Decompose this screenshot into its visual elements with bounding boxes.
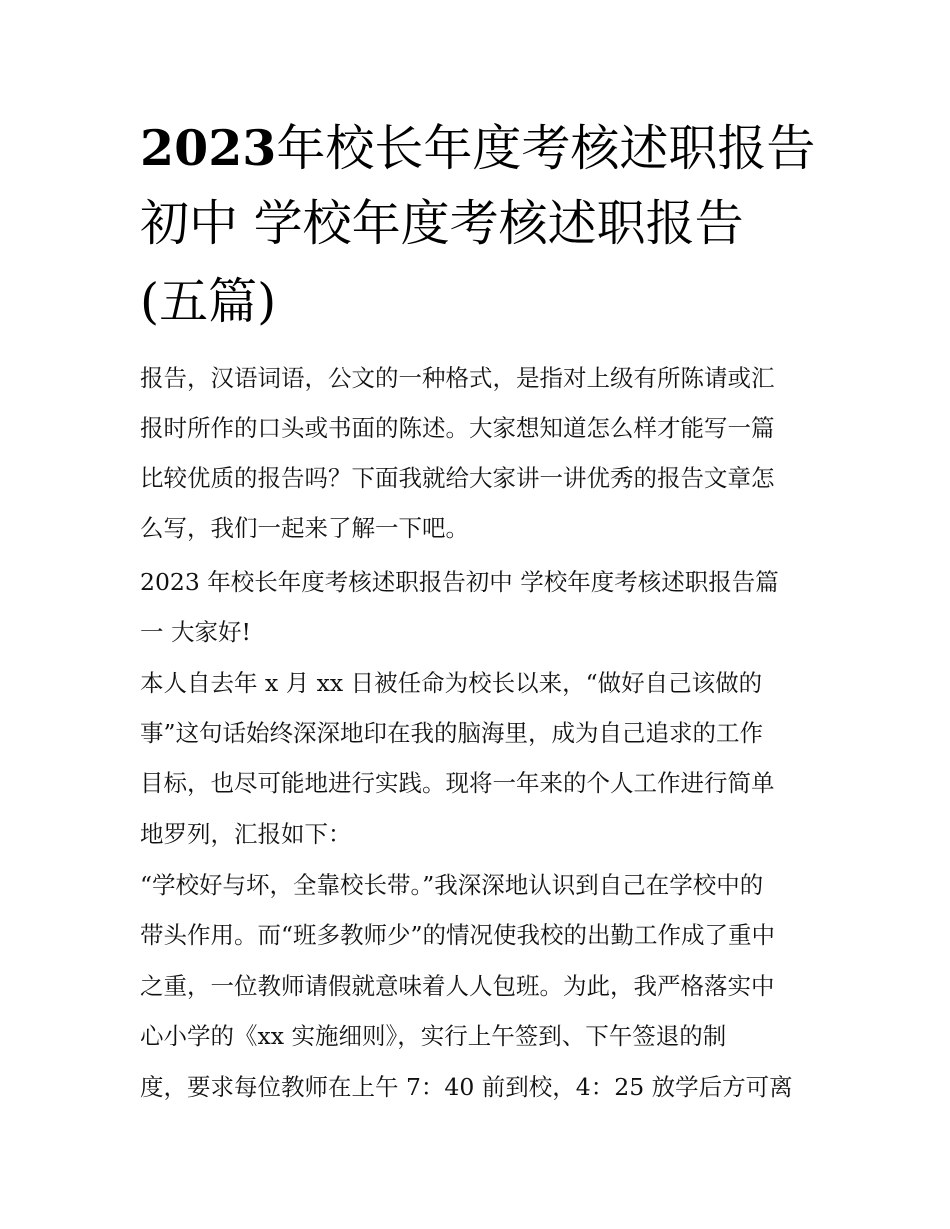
body-line: 报时所作的口头或书面的陈述。大家想知道怎么样才能写一篇 [140, 414, 775, 442]
title-line-3 [140, 272, 276, 332]
body-line: 目标，也尽可能地进行实践。现将一年来的个人工作进行简单 [140, 769, 775, 797]
body-line: 带头作用。而“班多教师少”的情况使我校的出勤工作成了重中 [140, 921, 776, 949]
body-line: 地罗列，汇报如下： [140, 820, 352, 848]
body-line: 之重，一位教师请假就意味着人人包班。为此，我严格落实中 [140, 972, 775, 1000]
body-line: 么写，我们一起来了解一下吧。 [140, 514, 469, 542]
title-text-3: (五篇) [140, 273, 277, 330]
body-line: 报告，汉语词语，公文的一种格式，是指对上级有所陈请或汇 [140, 364, 775, 392]
body-line: 本人自去年 x 月 xx 日被任命为校长以来，“做好自己该做的 [140, 669, 763, 697]
body-line: 度，要求每位教师在上午 7：40 前到校，4：25 放学后方可离 [140, 1073, 793, 1101]
body-line: 事”这句话始终深深地印在我的脑海里，成为自己追求的工作 [140, 719, 764, 747]
title-line-1 [140, 118, 815, 179]
body-line: 比较优质的报告吗？下面我就给大家讲一讲优秀的报告文章怎 [140, 464, 775, 492]
body-line: “学校好与坏，全靠校长带。”我深深地认识到自己在学校中的 [140, 871, 764, 899]
title-year: 2023 [140, 119, 277, 177]
title-text-2: 初中 学校年度考核述职报告 [140, 195, 744, 252]
title-text-1: 年校长年度考核述职报告 [276, 120, 816, 177]
body-line: 2023 年校长年度考核述职报告初中 学校年度考核述职报告篇 [140, 568, 779, 596]
title-line-2 [140, 194, 744, 254]
body-line: 一 大家好! [140, 618, 251, 646]
body-line: 心小学的《xx 实施细则》，实行上午签到、下午签退的制 [140, 1022, 727, 1050]
